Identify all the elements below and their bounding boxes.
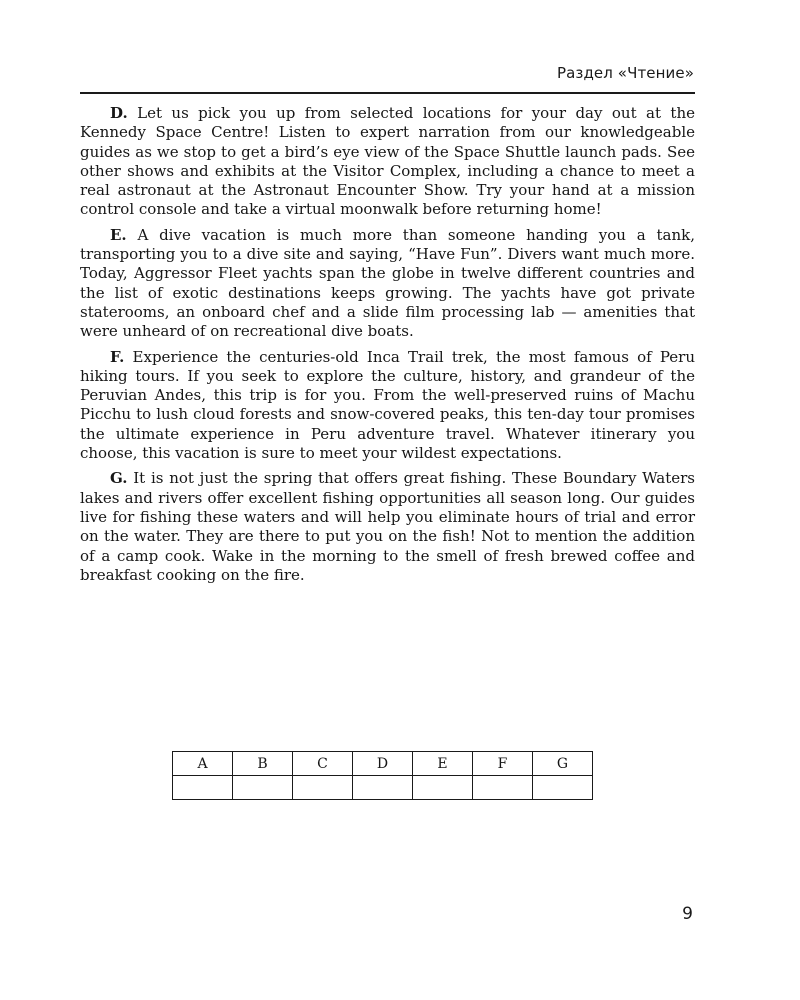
answer-cell[interactable] [293, 776, 353, 800]
answer-cell[interactable] [473, 776, 533, 800]
paragraph-letter: D. [110, 104, 128, 122]
reading-text [80, 104, 695, 591]
paragraph-text: Let us pick you up from selected locations for your day out at the Kennedy Space Centre! Listen to expert narration from our knowledgeable guides as we stop to get a bird’s eye view of the Space Shuttle launch pads. See other shows and exhibits at the Visitor Complex, including a chance to meet a real astronaut at the Astronaut Encounter Show. Try your hand at a mission control console and take a virtual moonwalk before returning home! [80, 104, 695, 219]
paragraph-letter: E. [110, 225, 127, 244]
paragraph-g [80, 469, 695, 585]
paragraph-text: A dive vacation is much more than someone handing you a tank, transporting you to a dive site and saying, “Have Fun”. Divers want much more. Today, Aggressor Fleet yachts span the globe in twelve different countries and the list of exotic destinations keeps growing. The yachts have got private staterooms, an onboard chef and a slide film processing lab — amenities that were unheard of on recreational dive boats. [80, 225, 695, 341]
page-number: 9 [682, 904, 693, 924]
answer-cell[interactable] [353, 776, 413, 800]
answer-table-answer-row [173, 776, 593, 800]
paragraph-f [80, 348, 695, 464]
answer-cell[interactable] [233, 776, 293, 800]
answer-table-header-cell: A [173, 752, 233, 776]
answer-cell[interactable] [413, 776, 473, 800]
paragraph-letter: F. [110, 347, 125, 366]
paragraph-d [80, 104, 695, 220]
paragraph-text: Experience the centuries-old Inca Trail trek, the most famous of Peru hiking tours. If you seek to explore the culture, history, and grandeur of the Peruvian Andes, this trip is for you. From the well-preserved ruins of Machu Picchu to lush cloud forests and snow-covered peaks, this ten-day tour promises the ultimate experience in Peru adventure travel. Whatever itinerary you choose, this vacation is sure to meet your wildest expectations. [80, 347, 695, 463]
answer-table-header-row [173, 752, 593, 776]
answer-table-header-cell: C [293, 752, 353, 776]
paragraph-text: It is not just the spring that offers great fishing. These Boundary Waters lakes and rivers offer excellent fishing opportunities all season long. Our guides live for fishing these waters and will help you eliminate hours of trial and error on the water. They are there to put you on the fish! Not to mention the addition of a camp cook. Wake in the morning to the smell of fresh brewed coffee and breakfast cooking on the fire. [80, 469, 695, 584]
header-divider [80, 92, 695, 94]
paragraph-letter: G. [110, 469, 128, 488]
answer-table [172, 751, 593, 800]
answer-cell[interactable] [173, 776, 233, 800]
answer-table-header-cell: B [233, 752, 293, 776]
section-header: Раздел «Чтение» [556, 64, 694, 82]
answer-table-header-cell: F [473, 752, 533, 776]
answer-cell[interactable] [533, 776, 593, 800]
answer-table-header-cell: E [413, 752, 473, 776]
answer-table-header-cell: G [533, 752, 593, 776]
answer-table-header-cell: D [353, 752, 413, 776]
paragraph-e [80, 226, 695, 342]
